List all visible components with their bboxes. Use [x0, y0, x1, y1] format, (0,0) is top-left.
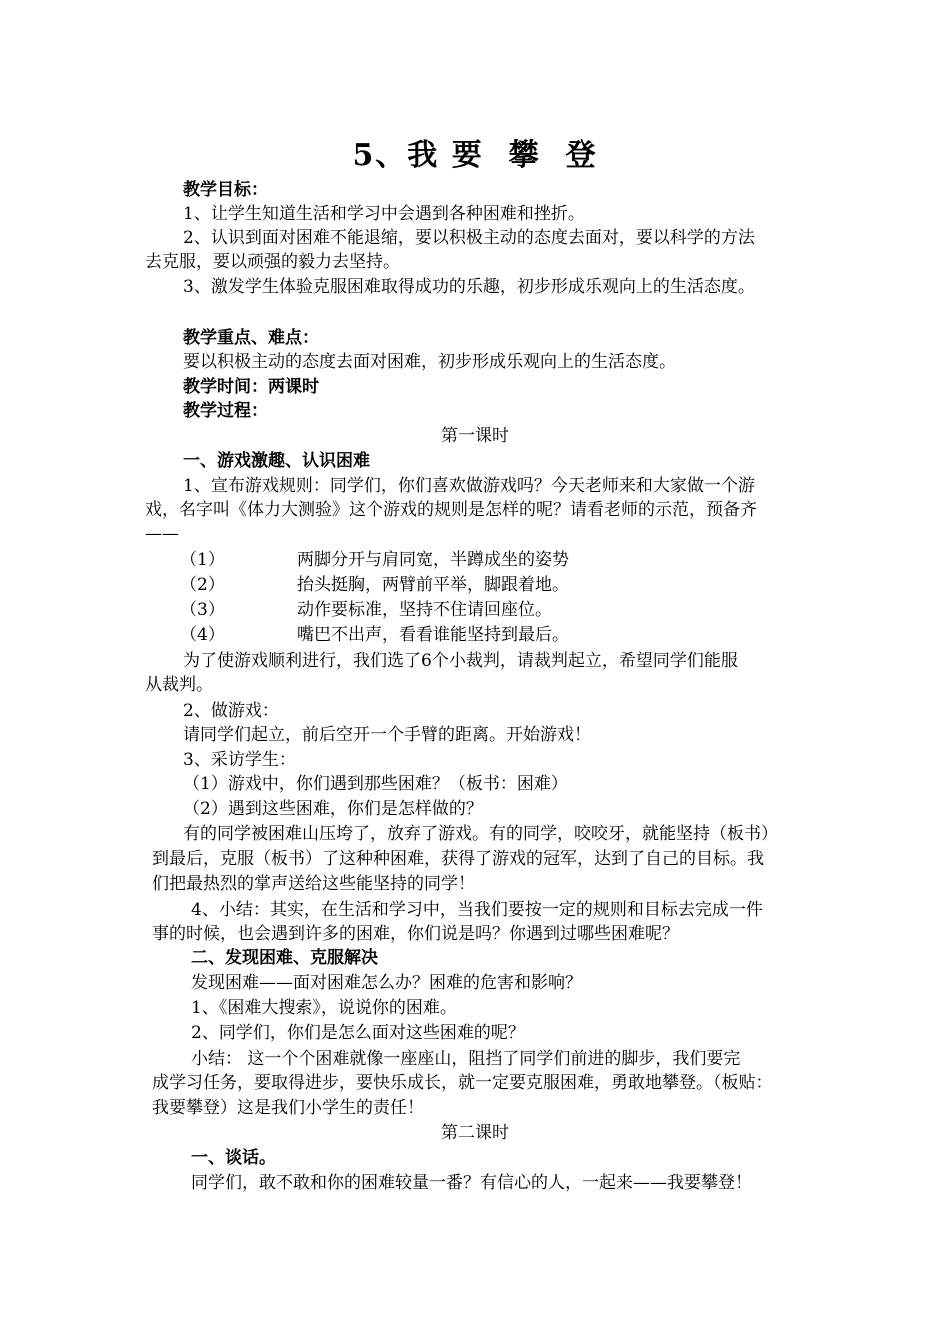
rule-3-number: （3） [180, 600, 225, 620]
lesson-1-p1-line-2: 戏，名字叫《体力大测验》这个游戏的规则是怎样的呢？请看老师的示范，预备齐 [145, 500, 757, 520]
rule-1-number: （1） [180, 550, 225, 570]
lesson-1-p6: （1）游戏中，你们遇到那些困难？（板书：困难） [183, 774, 568, 794]
lesson-2-heading: 第二课时 [441, 1123, 509, 1143]
lesson-1-p1-line-1: 1、宣布游戏规则：同学们，你们喜欢做游戏吗？今天老师来和大家做一个游 [183, 476, 755, 496]
lesson-1-p8-line-2: 到最后，克服（板书）了这种种困难，获得了游戏的冠军，达到了自己的目标。我 [152, 849, 764, 869]
rule-4-number: （4） [180, 625, 225, 645]
lesson-1-p10: 发现困难——面对困难怎么办？困难的危害和影响？ [191, 973, 582, 993]
lesson-1-p4: 请同学们起立，前后空开一个手臂的距离。开始游戏！ [183, 725, 591, 745]
lesson-1-section-1-title: 一、游戏激趣、认识困难 [183, 451, 370, 471]
lesson-1-p9-line-1: 4、小结：其实，在生活和学习中，当我们要按一定的规则和目标去完成一件 [191, 900, 763, 920]
process-heading: 教学过程： [183, 401, 268, 421]
lesson-1-p2-line-1: 为了使游戏顺利进行，我们选了6个小裁判，请裁判起立，希望同学们能服 [183, 651, 738, 671]
lesson-1-p7: （2）遇到这些困难，你们是怎样做的？ [183, 799, 483, 819]
objective-item-2-line-1: 2、认识到面对困难不能退缩，要以积极主动的态度去面对，要以科学的方法 [183, 228, 755, 248]
rule-2-text: 抬头挺胸，两臂前平举，脚跟着地。 [297, 575, 569, 595]
lesson-1-p2-line-2: 从裁判。 [145, 675, 213, 695]
objective-item-1: 1、让学生知道生活和学习中会遇到各种困难和挫折。 [183, 204, 585, 224]
rule-4-text: 嘴巴不出声，看看谁能坚持到最后。 [297, 625, 569, 645]
lesson-1-p9-line-2: 事的时候，也会遇到许多的困难，你们说是吗？你遇到过哪些困难呢？ [152, 924, 679, 944]
lesson-1-p12: 2、同学们，你们是怎么面对这些困难的呢？ [191, 1023, 525, 1043]
key-points-text: 要以积极主动的态度去面对困难，初步形成乐观向上的生活态度。 [183, 352, 676, 372]
rule-3-text: 动作要标准，坚持不住请回座位。 [297, 600, 552, 620]
rule-1-text: 两脚分开与肩同宽，半蹲成坐的姿势 [297, 550, 569, 570]
lesson-1-p13-line-2: 成学习任务，要取得进步，要快乐成长，就一定要克服困难，勇敢地攀登。（板贴： [152, 1073, 773, 1093]
lesson-1-p11: 1、《困难大搜索》，说说你的困难。 [191, 998, 457, 1018]
page-title: 5、我 要 攀 登 [352, 138, 598, 173]
lesson-1-p13-line-1: 小结： 这一个个困难就像一座座山，阻挡了同学们前进的脚步，我们要完 [191, 1049, 741, 1069]
lesson-1-p1-line-3: —— [145, 524, 179, 544]
lesson-1-p13-line-3: 我要攀登）这是我们小学生的责任！ [152, 1098, 424, 1118]
lesson-2-section-1-title: 一、谈话。 [191, 1148, 276, 1168]
objective-item-2-line-2: 去克服，要以顽强的毅力去坚持。 [145, 252, 400, 272]
lesson-1-p8-line-1: 有的同学被困难山压垮了，放弃了游戏。有的同学，咬咬牙，就能坚持（板书） [183, 824, 778, 844]
lesson-1-heading: 第一课时 [441, 426, 509, 446]
lesson-1-p8-line-3: 们把最热烈的掌声送给这些能坚持的同学！ [152, 874, 475, 894]
objective-item-3: 3、激发学生体验克服困难取得成功的乐趣，初步形成乐观向上的生活态度。 [183, 277, 755, 297]
lesson-1-p3: 2、做游戏： [183, 701, 279, 721]
lesson-1-section-2-title: 二、发现困难、克服解决 [191, 948, 378, 968]
objectives-heading: 教学目标： [183, 180, 268, 200]
lesson-1-p5: 3、采访学生： [183, 750, 296, 770]
teaching-time: 教学时间：两课时 [183, 377, 319, 397]
key-points-heading: 教学重点、难点： [183, 328, 319, 348]
rule-2-number: （2） [180, 575, 225, 595]
lesson-2-p1: 同学们，敢不敢和你的困难较量一番？有信心的人，一起来——我要攀登！ [191, 1173, 752, 1193]
